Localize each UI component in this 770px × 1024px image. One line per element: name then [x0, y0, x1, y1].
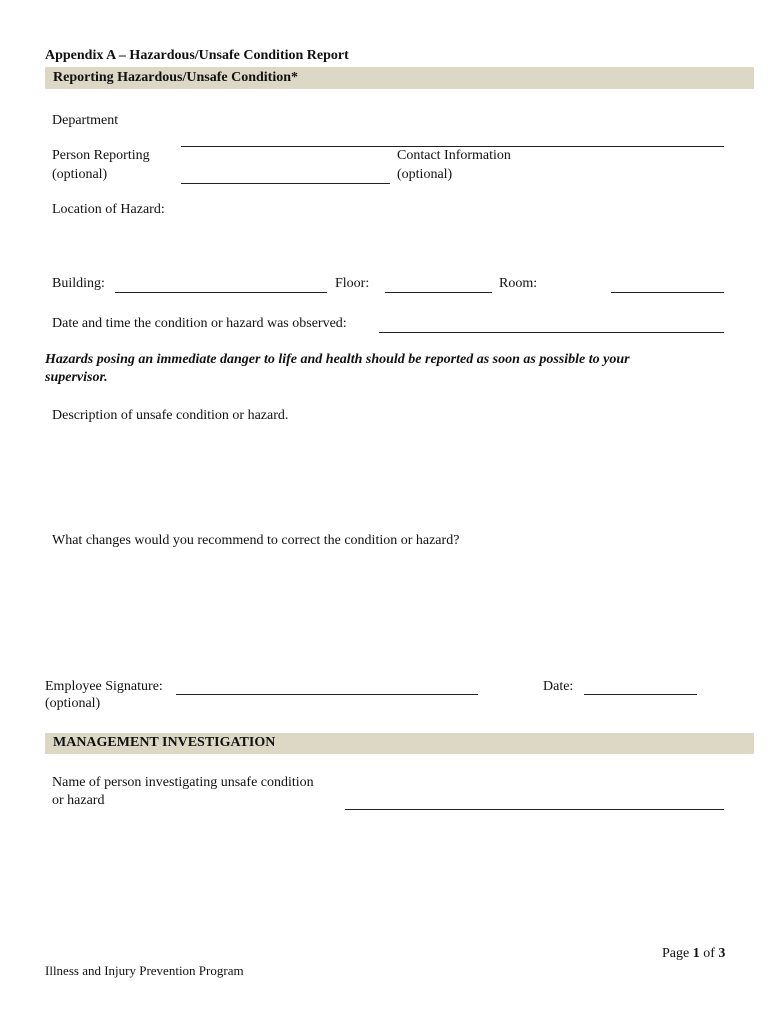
building-label: Building:	[52, 276, 105, 291]
employee-signature-optional: (optional)	[45, 696, 101, 711]
building-field[interactable]	[115, 292, 327, 293]
person-reporting-field[interactable]	[181, 183, 390, 184]
signature-date-label: Date:	[543, 679, 574, 694]
section-header-management	[45, 733, 754, 754]
warning-line-1: Hazards posing an immediate danger to life and health should be reported as soon as possible to your	[45, 352, 630, 367]
description-label: Description of unsafe condition or hazard.	[52, 408, 289, 423]
page-number	[662, 945, 725, 963]
contact-info-optional: (optional)	[397, 167, 453, 182]
section-title-management: MANAGEMENT INVESTIGATION	[53, 735, 276, 750]
page-current: 1	[692, 946, 700, 961]
footer-program: Illness and Injury Prevention Program	[45, 963, 244, 978]
person-reporting-optional: (optional)	[52, 167, 108, 182]
recommendation-area[interactable]	[52, 553, 724, 668]
department-label: Department	[52, 113, 119, 128]
page-total: 3	[718, 946, 726, 961]
room-field[interactable]	[611, 292, 724, 293]
section-header-reporting	[45, 67, 754, 89]
date-time-observed-field[interactable]	[379, 332, 724, 333]
employee-signature-field[interactable]	[176, 694, 478, 695]
description-area[interactable]	[52, 428, 724, 526]
location-label: Location of Hazard:	[52, 202, 165, 217]
warning-line-2: supervisor.	[45, 370, 108, 385]
investigator-label-line-2: or hazard	[52, 793, 105, 808]
employee-signature-label: Employee Signature:	[45, 679, 163, 694]
floor-label: Floor:	[335, 276, 370, 291]
contact-info-label: Contact Information	[397, 148, 511, 163]
person-reporting-label: Person Reporting	[52, 148, 150, 163]
date-time-observed-label: Date and time the condition or hazard was observed:	[52, 316, 347, 331]
signature-date-field[interactable]	[584, 694, 697, 695]
investigator-label-line-1: Name of person investigating unsafe condition	[52, 775, 314, 790]
investigator-field[interactable]	[345, 809, 724, 810]
floor-field[interactable]	[385, 292, 492, 293]
page-title: Appendix A – Hazardous/Unsafe Condition Report	[45, 48, 349, 63]
page-of: of	[699, 946, 719, 961]
room-label: Room:	[499, 276, 538, 291]
recommendation-label: What changes would you recommend to correct the condition or hazard?	[52, 533, 460, 548]
page-prefix: Page	[662, 946, 693, 961]
section-title-reporting: Reporting Hazardous/Unsafe Condition*	[53, 70, 299, 85]
